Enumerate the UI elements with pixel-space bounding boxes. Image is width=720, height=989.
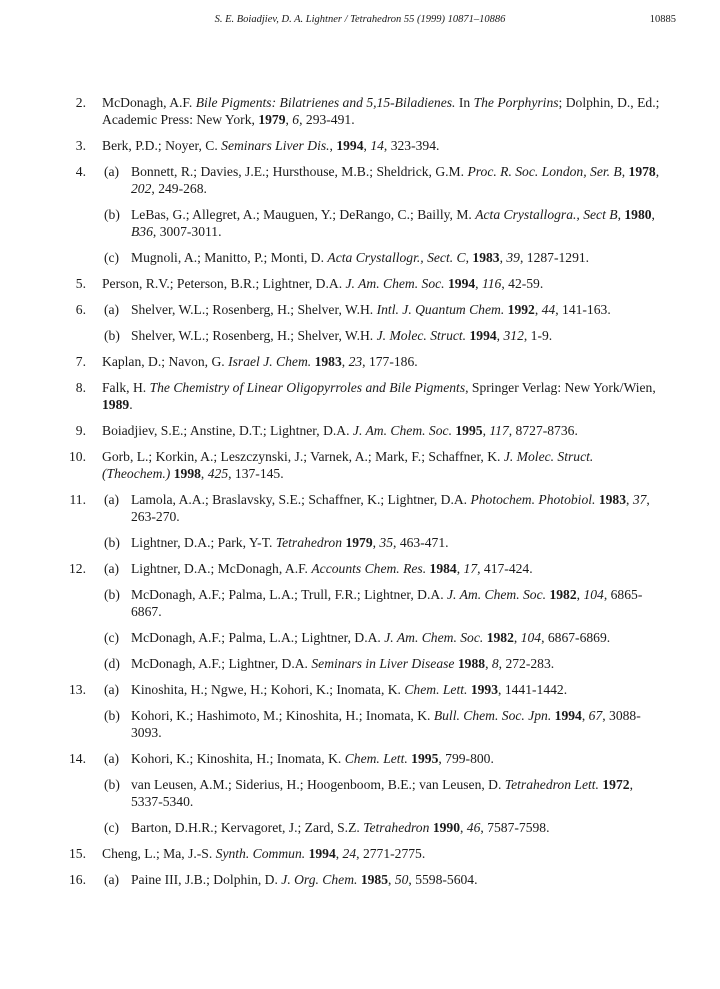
citation-segment: , 417-424.: [477, 561, 533, 576]
reference-item: [0, 137, 720, 154]
reference-text: [102, 379, 660, 413]
citation-segment: , 272-283.: [498, 656, 555, 671]
citation-segment: 117: [489, 423, 509, 438]
reference-item: [0, 94, 720, 128]
subitem-label: (b): [104, 708, 120, 723]
reference-text: [102, 448, 660, 482]
citation-segment: 44: [541, 302, 556, 317]
reference-number: 7.: [75, 354, 86, 369]
citation-segment: , 799-800.: [438, 751, 494, 766]
subitem-label: (a): [104, 751, 120, 766]
citation-segment: 6: [292, 112, 300, 127]
subitem-label: (b): [104, 328, 120, 343]
reference-item: [0, 448, 720, 482]
citation-segment: Bile Pigments: Bilatrienes and 5,15-Biladienes.: [195, 95, 456, 110]
citation-segment: Bull. Chem. Soc. Jpn.: [433, 708, 552, 723]
citation-segment: 1998: [173, 466, 201, 481]
reference-subitem: [0, 750, 720, 767]
reference-number: 15.: [69, 846, 86, 861]
citation-segment: ,: [534, 302, 542, 317]
reference-text: [131, 776, 661, 810]
citation-segment: ,: [626, 492, 633, 507]
citation-segment: , 6865-6867.: [131, 587, 643, 619]
subitem-label: (c): [104, 630, 120, 645]
citation-segment: Chem. Lett.: [404, 682, 468, 697]
reference-number: 12.: [69, 561, 86, 576]
reference-text: [131, 534, 661, 551]
page-header: [0, 14, 720, 30]
citation-segment: Lightner, D.A.; Park, Y-T.: [131, 535, 276, 550]
citation-segment: ,: [513, 630, 521, 645]
citation-segment: ,: [655, 164, 660, 179]
subitem-label: (a): [104, 492, 120, 507]
citation-segment: Photochem. Photobiol.: [470, 492, 596, 507]
citation-segment: In: [455, 95, 474, 110]
citation-segment: The Porphyrins: [473, 95, 559, 110]
reference-text: [102, 422, 660, 439]
reference-subitem: [0, 163, 720, 197]
reference-subitem: [0, 249, 720, 266]
reference-subitem: [0, 681, 720, 698]
subitem-label: (b): [104, 777, 120, 792]
citation-segment: Shelver, W.L.; Rosenberg, H.; Shelver, W.H.: [131, 302, 377, 317]
citation-segment: ,: [200, 466, 208, 481]
citation-segment: J. Molec. Struct.: [376, 328, 467, 343]
citation-segment: ,: [363, 138, 371, 153]
running-title: S. E. Boiadjiev, D. A. Lightner / Tetrahedron 55 (1999) 10871–10886: [214, 14, 506, 25]
page-number: 10885: [649, 14, 676, 25]
reference-text: [131, 819, 661, 836]
reference-subitem: [0, 560, 720, 577]
citation-segment: , 3088-3093.: [131, 708, 641, 740]
citation-segment: 50: [394, 872, 409, 887]
citation-segment: Tetrahedron: [363, 820, 430, 835]
citation-segment: ; Dolphin, D., Ed.; Academic Press: New York,: [102, 95, 660, 127]
citation-segment: Tetrahedron Lett.: [504, 777, 599, 792]
citation-segment: McDonagh, A.F.; Palma, L.A.; Lightner, D.A.: [131, 630, 385, 645]
citation-segment: ,: [475, 276, 482, 291]
reference-text: [131, 655, 661, 672]
citation-segment: 1979: [345, 535, 373, 550]
reference-item: [0, 275, 720, 292]
reference-subitem: [0, 629, 720, 646]
citation-segment: Acta Crystallogra., Sect B: [475, 207, 618, 222]
reference-number: 14.: [69, 751, 86, 766]
reference-number: 11.: [69, 492, 86, 507]
citation-segment: , 323-394.: [383, 138, 440, 153]
citation-segment: Kaplan, D.; Navon, G.: [102, 354, 229, 369]
reference-subitem: [0, 707, 720, 741]
citation-segment: 46: [466, 820, 481, 835]
citation-segment: Berk, P.D.; Noyer, C.: [102, 138, 222, 153]
citation-segment: 1982: [486, 630, 514, 645]
reference-text: [102, 275, 660, 292]
citation-segment: 1983: [314, 354, 342, 369]
citation-segment: , 137-145.: [228, 466, 284, 481]
citation-segment: ,: [335, 846, 343, 861]
citation-segment: J. Molec. Struct. (Theochem.): [102, 449, 594, 481]
reference-subitem: [0, 871, 720, 888]
citation-segment: 1994: [469, 328, 497, 343]
citation-segment: Mugnoli, A.; Manitto, P.; Monti, D.: [131, 250, 328, 265]
subitem-label: (c): [104, 250, 120, 265]
citation-segment: ,: [388, 872, 395, 887]
citation-segment: 37: [632, 492, 647, 507]
citation-segment: Falk, H.: [102, 380, 150, 395]
reference-subitem: [0, 327, 720, 344]
citation-segment: ,: [329, 138, 337, 153]
reference-item: [0, 422, 720, 439]
citation-segment: 1994: [554, 708, 582, 723]
reference-number: 10.: [69, 449, 86, 464]
citation-segment: ,: [581, 708, 589, 723]
reference-text: [131, 560, 661, 577]
citation-segment: 17: [463, 561, 478, 576]
reference-text: [102, 137, 660, 154]
reference-text: [131, 871, 661, 888]
citation-segment: , 42-59.: [501, 276, 544, 291]
reference-number: 8.: [75, 380, 86, 395]
citation-segment: Kinoshita, H.; Ngwe, H.; Kohori, K.; Inomata, K.: [131, 682, 405, 697]
citation-segment: , 1-9.: [523, 328, 553, 343]
citation-segment: The Chemistry of Linear Oligopyrroles and Bile Pigments: [149, 380, 466, 395]
citation-segment: J. Am. Chem. Soc.: [352, 423, 452, 438]
citation-segment: ,: [465, 250, 473, 265]
citation-segment: 1979: [258, 112, 286, 127]
citation-segment: Cheng, L.; Ma, J.-S.: [102, 846, 216, 861]
citation-segment: ,: [576, 587, 584, 602]
citation-segment: Kohori, K.; Kinoshita, H.; Inomata, K.: [131, 751, 345, 766]
reference-subitem: [0, 819, 720, 836]
citation-segment: 23: [348, 354, 363, 369]
citation-segment: Seminars in Liver Disease: [311, 656, 455, 671]
reference-subitem: [0, 206, 720, 240]
subitem-label: (c): [104, 820, 120, 835]
citation-segment: , 2771-2775.: [356, 846, 426, 861]
citation-segment: McDonagh, A.F.: [102, 95, 196, 110]
citation-segment: van Leusen, A.M.; Siderius, H.; Hoogenboom, B.E.; van Leusen, D.: [131, 777, 505, 792]
reference-number: 6.: [75, 302, 86, 317]
citation-segment: J. Am. Chem. Soc.: [447, 587, 547, 602]
citation-segment: 1982: [549, 587, 577, 602]
citation-segment: 1972: [602, 777, 630, 792]
citation-segment: Lamola, A.A.; Braslavsky, S.E.; Schaffner, K.; Lightner, D.A.: [131, 492, 471, 507]
reference-text: [131, 707, 661, 741]
citation-segment: Proc. R. Soc. London, Ser. B: [467, 164, 622, 179]
reference-text: [102, 94, 660, 128]
citation-segment: Israel J. Chem.: [228, 354, 312, 369]
reference-subitem: [0, 301, 720, 318]
citation-segment: Tetrahedron: [275, 535, 343, 550]
reference-text: [131, 629, 661, 646]
subitem-label: (a): [104, 164, 120, 179]
citation-segment: LeBas, G.; Allegret, A.; Mauguen, Y.; DeRango, C.; Bailly, M.: [131, 207, 476, 222]
citation-segment: Accounts Chem. Res.: [311, 561, 427, 576]
citation-segment: 1978: [628, 164, 656, 179]
citation-segment: Boiadjiev, S.E.; Anstine, D.T.; Lightner, D.A.: [102, 423, 353, 438]
citation-segment: 1980: [624, 207, 652, 222]
reference-text: [131, 681, 661, 698]
subitem-label: (d): [104, 656, 120, 671]
citation-segment: ,: [617, 207, 625, 222]
citation-segment: 1990: [432, 820, 460, 835]
reference-text: [131, 301, 661, 318]
citation-segment: 116: [481, 276, 502, 291]
reference-text: [131, 206, 661, 240]
citation-segment: , 263-270.: [131, 492, 650, 524]
citation-segment: Seminars Liver Dis.: [221, 138, 330, 153]
citation-segment: 1992: [507, 302, 535, 317]
citation-segment: ,: [372, 535, 380, 550]
reference-text: [131, 750, 661, 767]
reference-subitem: [0, 655, 720, 672]
citation-segment: ,: [499, 250, 507, 265]
citation-segment: , 1287-1291.: [519, 250, 590, 265]
reference-number: 9.: [75, 423, 86, 438]
reference-subitem: [0, 586, 720, 620]
citation-segment: 39: [506, 250, 520, 265]
reference-list: [0, 94, 720, 897]
citation-segment: , 177-186.: [362, 354, 418, 369]
reference-text: [102, 845, 660, 862]
subitem-label: (b): [104, 207, 120, 222]
citation-segment: 1988: [457, 656, 486, 671]
subitem-label: (a): [104, 682, 120, 697]
citation-segment: 1984: [429, 561, 457, 576]
citation-segment: , 5598-5604.: [408, 872, 478, 887]
subitem-label: (b): [104, 535, 120, 550]
citation-segment: Paine III, J.B.; Dolphin, D.: [131, 872, 282, 887]
citation-segment: 35: [379, 535, 394, 550]
subitem-label: (b): [104, 587, 120, 602]
reference-item: [0, 379, 720, 413]
reference-text: [131, 491, 661, 525]
citation-segment: , 5337-5340.: [131, 777, 633, 809]
citation-segment: ,: [460, 820, 467, 835]
reference-text: [131, 163, 661, 197]
citation-segment: Chem. Lett.: [344, 751, 408, 766]
citation-segment: , 6867-6869.: [541, 630, 611, 645]
citation-segment: , 3007-3011.: [152, 224, 222, 239]
reference-number: 13.: [69, 682, 86, 697]
citation-segment: 1995: [455, 423, 483, 438]
citation-segment: Acta Crystallogr., Sect. C: [327, 250, 466, 265]
reference-item: [0, 353, 720, 370]
citation-segment: 202: [131, 181, 152, 196]
citation-segment: , 7587-7598.: [480, 820, 550, 835]
citation-segment: J. Org. Chem.: [281, 872, 358, 887]
citation-segment: ,: [485, 656, 492, 671]
citation-segment: ,: [482, 423, 490, 438]
citation-segment: 1994: [308, 846, 336, 861]
citation-segment: 1994: [336, 138, 364, 153]
citation-segment: ,: [285, 112, 293, 127]
citation-segment: 24: [342, 846, 357, 861]
citation-segment: , 463-471.: [393, 535, 449, 550]
reference-text: [131, 327, 661, 344]
citation-segment: 1994: [447, 276, 476, 291]
citation-segment: , 293-491.: [299, 112, 355, 127]
reference-subitem: [0, 491, 720, 525]
reference-text: [102, 353, 660, 370]
citation-segment: Lightner, D.A.; McDonagh, A.F.: [131, 561, 312, 576]
reference-subitem: [0, 534, 720, 551]
citation-segment: .: [129, 397, 133, 412]
citation-segment: 1995: [411, 751, 439, 766]
reference-text: [131, 249, 661, 266]
citation-segment: ,: [496, 328, 504, 343]
citation-segment: McDonagh, A.F.; Palma, L.A.; Trull, F.R.; Lightner, D.A.: [131, 587, 447, 602]
citation-segment: 67: [588, 708, 603, 723]
citation-segment: Barton, D.H.R.; Kervagoret, J.; Zard, S.Z.: [131, 820, 364, 835]
subitem-label: (a): [104, 302, 120, 317]
citation-segment: Bonnett, R.; Davies, J.E.; Hursthouse, M.B.; Sheldrick, G.M.: [131, 164, 468, 179]
citation-segment: , 1441-1442.: [498, 682, 568, 697]
citation-segment: J. Am. Chem. Soc.: [345, 276, 445, 291]
citation-segment: 1983: [598, 492, 627, 507]
citation-segment: 425: [207, 466, 229, 481]
citation-segment: 14: [370, 138, 384, 153]
citation-segment: Intl. J. Quantum Chem.: [376, 302, 505, 317]
reference-number: 3.: [75, 138, 86, 153]
citation-segment: , 141-163.: [555, 302, 611, 317]
reference-item: [0, 845, 720, 862]
citation-segment: ,: [456, 561, 464, 576]
reference-number: 4.: [75, 164, 86, 179]
citation-segment: 1993: [470, 682, 499, 697]
citation-segment: J. Am. Chem. Soc.: [384, 630, 484, 645]
citation-segment: Kohori, K.; Hashimoto, M.; Kinoshita, H.; Inomata, K.: [131, 708, 434, 723]
citation-segment: ,: [651, 207, 655, 222]
reference-subitem: [0, 776, 720, 810]
citation-segment: Gorb, L.; Korkin, A.; Leszczynski, J.; Varnek, A.; Mark, F.; Schaffner, K.: [102, 449, 504, 464]
citation-segment: Person, R.V.; Peterson, B.R.; Lightner, D.A.: [102, 276, 346, 291]
reference-text: [131, 586, 661, 620]
citation-segment: 104: [520, 630, 542, 645]
citation-segment: Synth. Commun.: [215, 846, 306, 861]
citation-segment: , 249-268.: [151, 181, 207, 196]
subitem-label: (a): [104, 872, 120, 887]
citation-segment: ,: [621, 164, 629, 179]
reference-number: 2.: [75, 95, 86, 110]
citation-segment: McDonagh, A.F.; Lightner, D.A.: [131, 656, 312, 671]
subitem-label: (a): [104, 561, 120, 576]
citation-segment: Shelver, W.L.; Rosenberg, H.; Shelver, W.H.: [131, 328, 377, 343]
reference-number: 5.: [75, 276, 86, 291]
citation-segment: 1985: [360, 872, 389, 887]
citation-segment: 1989: [102, 397, 130, 412]
reference-number: 16.: [69, 872, 86, 887]
citation-segment: 1983: [472, 250, 500, 265]
citation-segment: 312: [503, 328, 524, 343]
citation-segment: 8: [491, 656, 499, 671]
citation-segment: ,: [341, 354, 349, 369]
citation-segment: , 8727-8736.: [508, 423, 578, 438]
citation-segment: B36: [131, 224, 153, 239]
citation-segment: , Springer Verlag: New York/Wien,: [465, 380, 656, 395]
citation-segment: 104: [583, 587, 604, 602]
